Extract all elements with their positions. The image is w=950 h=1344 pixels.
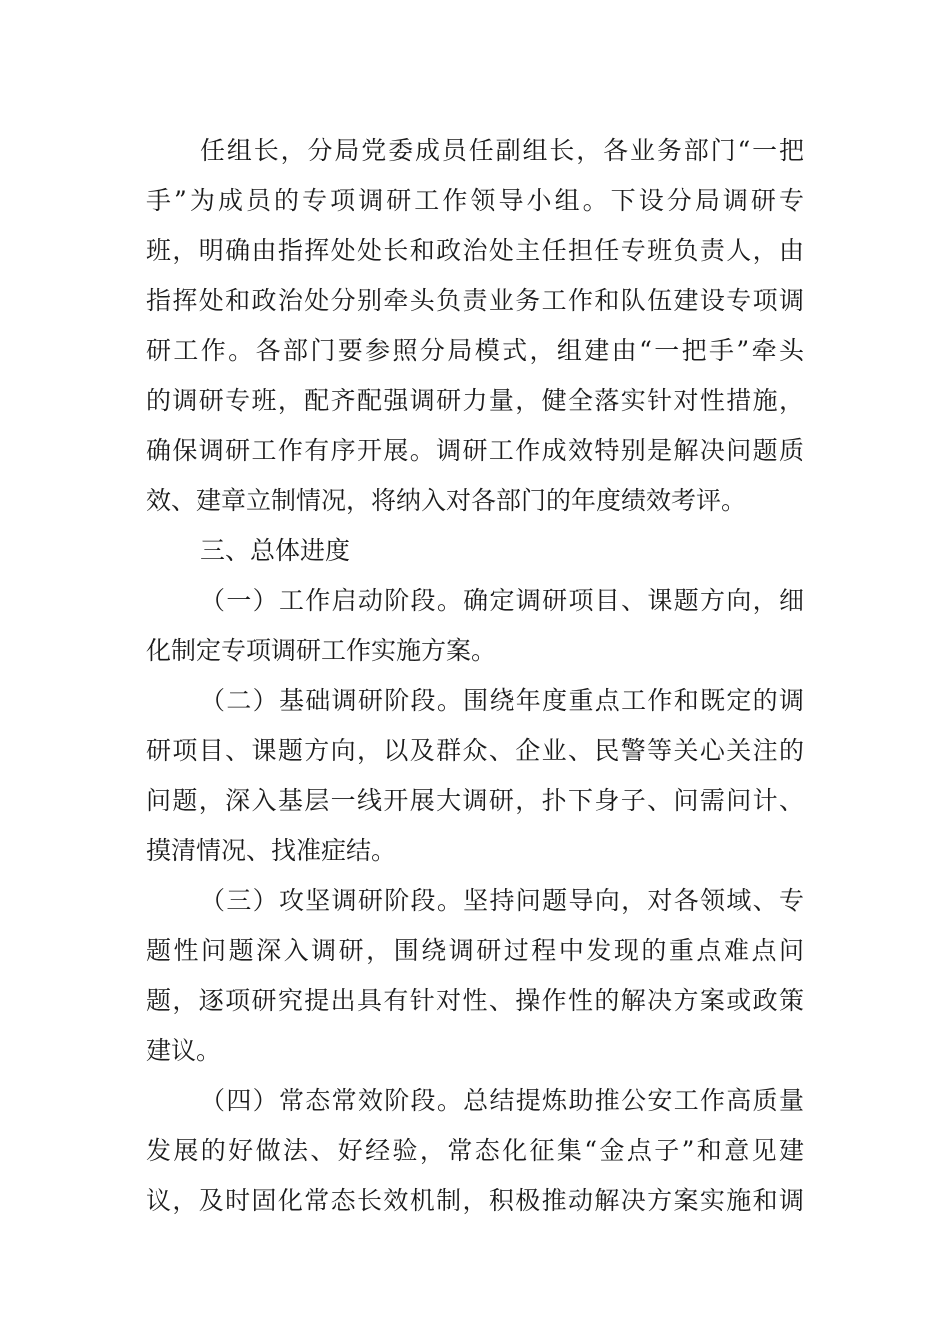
- text-line: 题，逐项研究提出具有针对性、操作性的解决方案或政策: [146, 986, 804, 1015]
- document-page: [146, 126, 804, 1226]
- text-line: 建议。: [146, 1036, 222, 1065]
- text-line: （四）常态常效阶段。总结提炼助推公安工作高质量: [200, 1086, 804, 1115]
- text-line: 化制定专项调研工作实施方案。: [146, 636, 497, 665]
- text-line: 手”为成员的专项调研工作领导小组。下设分局调研专: [146, 186, 804, 215]
- paragraph-leadership-group: [146, 126, 804, 526]
- text-line: （二）基础调研阶段。围绕年度重点工作和既定的调: [200, 686, 804, 715]
- text-line: 问题，深入基层一线开展大调研，扑下身子、问需问计、: [146, 786, 804, 815]
- text-line: 研项目、课题方向，以及群众、企业、民警等关心关注的: [146, 736, 804, 765]
- paragraph-phase-1: [146, 576, 804, 676]
- paragraph-phase-3: [146, 876, 804, 1076]
- text-line: 任组长，分局党委成员任副组长，各业务部门“一把: [200, 136, 804, 165]
- text-line: 研工作。各部门要参照分局模式，组建由“一把手”牵头: [146, 336, 804, 365]
- text-line: 的调研专班，配齐配强调研力量，健全落实针对性措施，: [146, 386, 804, 415]
- text-line: 题性问题深入调研，围绕调研过程中发现的重点难点问: [146, 936, 804, 965]
- text-line: 摸清情况、找准症结。: [146, 836, 397, 865]
- section-heading: 三、总体进度: [200, 536, 351, 565]
- text-line: 议，及时固化常态长效机制，积极推动解决方案实施和调: [146, 1186, 804, 1215]
- paragraph-phase-2: [146, 676, 804, 876]
- text-line: 发展的好做法、好经验，常态化征集“金点子”和意见建: [146, 1136, 804, 1165]
- text-line: 确保调研工作有序开展。调研工作成效特别是解决问题质: [146, 436, 804, 465]
- text-line: 效、建章立制情况，将纳入对各部门的年度绩效考评。: [146, 486, 747, 515]
- text-line: （三）攻坚调研阶段。坚持问题导向，对各领域、专: [200, 886, 804, 915]
- text-line: （一）工作启动阶段。确定调研项目、课题方向，细: [200, 586, 804, 615]
- text-line: 指挥处和政治处分别牵头负责业务工作和队伍建设专项调: [146, 286, 804, 315]
- paragraph-phase-4: [146, 1076, 804, 1226]
- text-line: 班，明确由指挥处处长和政治处主任担任专班负责人，由: [146, 236, 804, 265]
